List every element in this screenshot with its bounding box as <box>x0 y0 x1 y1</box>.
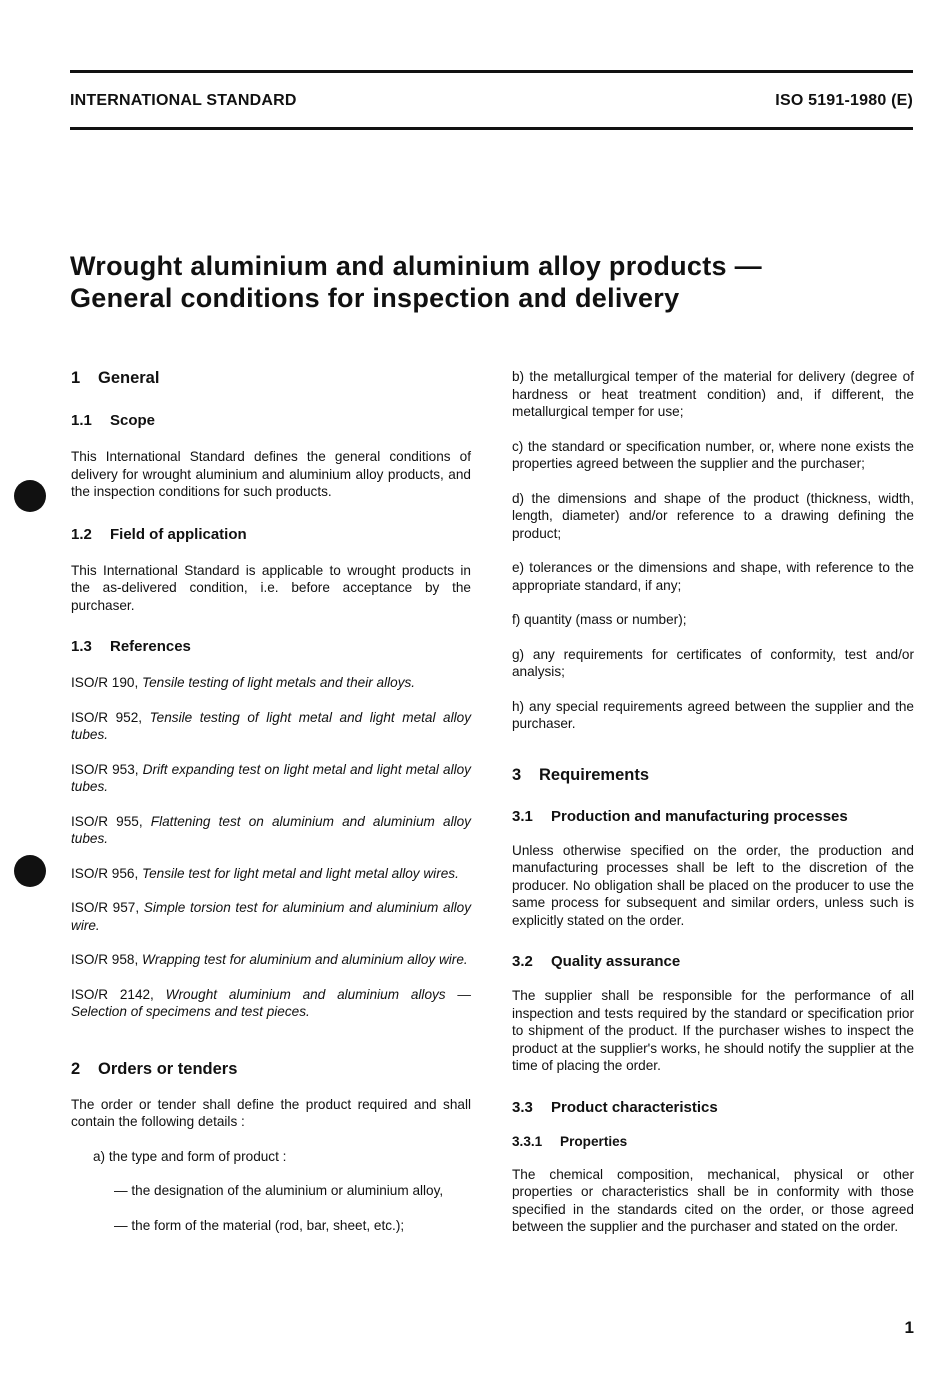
title-line-1: Wrought aluminium and aluminium alloy products — <box>70 251 762 281</box>
list-item: d) the dimensions and shape of the product (thickness, width, length, diameter) and/or reference to a drawing defining the product; <box>512 490 914 541</box>
reference-item: ISO/R 2142, Wrought aluminium and aluminium alloys — Selection of specimens and test pieces. <box>71 986 471 1019</box>
margin-bullet-mark <box>14 480 46 512</box>
header-bottom-rule <box>70 127 913 130</box>
paragraph: This International Standard is applicable to wrought products in the as-delivered condition, i.e. before acceptance by the purchaser. <box>71 562 471 613</box>
list-item: h) any special requirements agreed between the supplier and the purchaser. <box>512 698 914 731</box>
reference-item: ISO/R 955, Flattening test on aluminium and aluminium alloy tubes. <box>71 813 471 846</box>
reference-item: ISO/R 956, Tensile test for light metal and light metal alloy wires. <box>71 865 459 881</box>
reference-item: ISO/R 953, Drift expanding test on light metal and light metal alloy tubes. <box>71 761 471 794</box>
subsection-heading: 3.2 Quality assurance <box>512 953 681 970</box>
subsection-heading: 3.1 Production and manufacturing processes <box>512 807 848 825</box>
subsection-heading: 1.3 References <box>71 638 191 655</box>
paragraph: Unless otherwise specified on the order, the production and manufacturing processes shall be left to the discretion of the producer. No obligation shall be placed on the producer to use the same process for subsequent and similar orders, unless such is explicitly stated on the order. <box>512 842 914 928</box>
paragraph: The order or tender shall define the product required and shall contain the following details : <box>71 1096 471 1129</box>
reference-item: ISO/R 952, Tensile testing of light metal and light metal alloy tubes. <box>71 709 472 742</box>
margin-bullet-mark <box>14 855 46 887</box>
left-column <box>71 368 471 1234</box>
list-item: — the designation of the aluminium or aluminium alloy, <box>114 1183 444 1198</box>
document-title <box>70 250 910 314</box>
list-item: — the form of the material (rod, bar, sheet, etc.); <box>114 1217 405 1233</box>
subsection-heading: 1.2 Field of application <box>71 525 247 543</box>
header-top-rule <box>70 70 913 73</box>
paragraph: The supplier shall be responsible for the performance of all inspection and tests required by the standard or specification prior to shipment of the product. If the purchaser wishes to inspect the product at the supplier's works, he should notify the supplier at the time of placing the order. <box>512 988 914 1073</box>
standard-number: ISO 5191-1980 (E) <box>775 92 913 109</box>
section-heading: 1 General <box>71 369 160 387</box>
title-line-2: General conditions for inspection and delivery <box>70 283 680 313</box>
reference-item: ISO/R 957, Simple torsion test for aluminium and aluminium alloy wire. <box>71 900 471 933</box>
subsection-heading: 3.3 Product characteristics <box>512 1098 718 1116</box>
list-item: e) tolerances or the dimensions and shape, with reference to the appropriate standard, if any; <box>512 560 914 593</box>
list-item: b) the metallurgical temper of the material for delivery (degree of hardness or heat treatment condition) and, if different, the metallurgical temper for use; <box>512 369 914 419</box>
list-item: g) any requirements for certificates of conformity, test and/or analysis; <box>512 646 914 679</box>
header-label: INTERNATIONAL STANDARD <box>70 92 297 109</box>
list-item: f) quantity (mass or number); <box>512 612 687 627</box>
right-column <box>512 368 914 1236</box>
subsubsection-heading: 3.3.1 Properties <box>512 1133 628 1149</box>
page-number: 1 <box>904 1318 914 1337</box>
section-heading: 2 Orders or tenders <box>71 1059 238 1078</box>
reference-item: ISO/R 190, Tensile testing of light metals and their alloys. <box>71 675 416 690</box>
section-heading: 3 Requirements <box>512 765 650 784</box>
list-item: c) the standard or specification number, or, where none exists the properties agreed between the supplier and the purchaser; <box>512 438 914 471</box>
reference-item: ISO/R 958, Wrapping test for aluminium and aluminium alloy wire. <box>71 952 468 967</box>
paragraph: The chemical composition, mechanical, physical or other properties or characteristics shall be in conformity with those specified in the standards cited on the order, or those agreed between the supplier and the purchaser and stated on the order. <box>512 1166 914 1234</box>
subsection-heading: 1.1 Scope <box>71 412 156 429</box>
paragraph: This International Standard defines the general conditions of delivery for wrought aluminium and aluminium alloy products, and the inspection conditions for such products. <box>71 449 471 499</box>
list-item: a) the type and form of product : <box>93 1148 287 1164</box>
